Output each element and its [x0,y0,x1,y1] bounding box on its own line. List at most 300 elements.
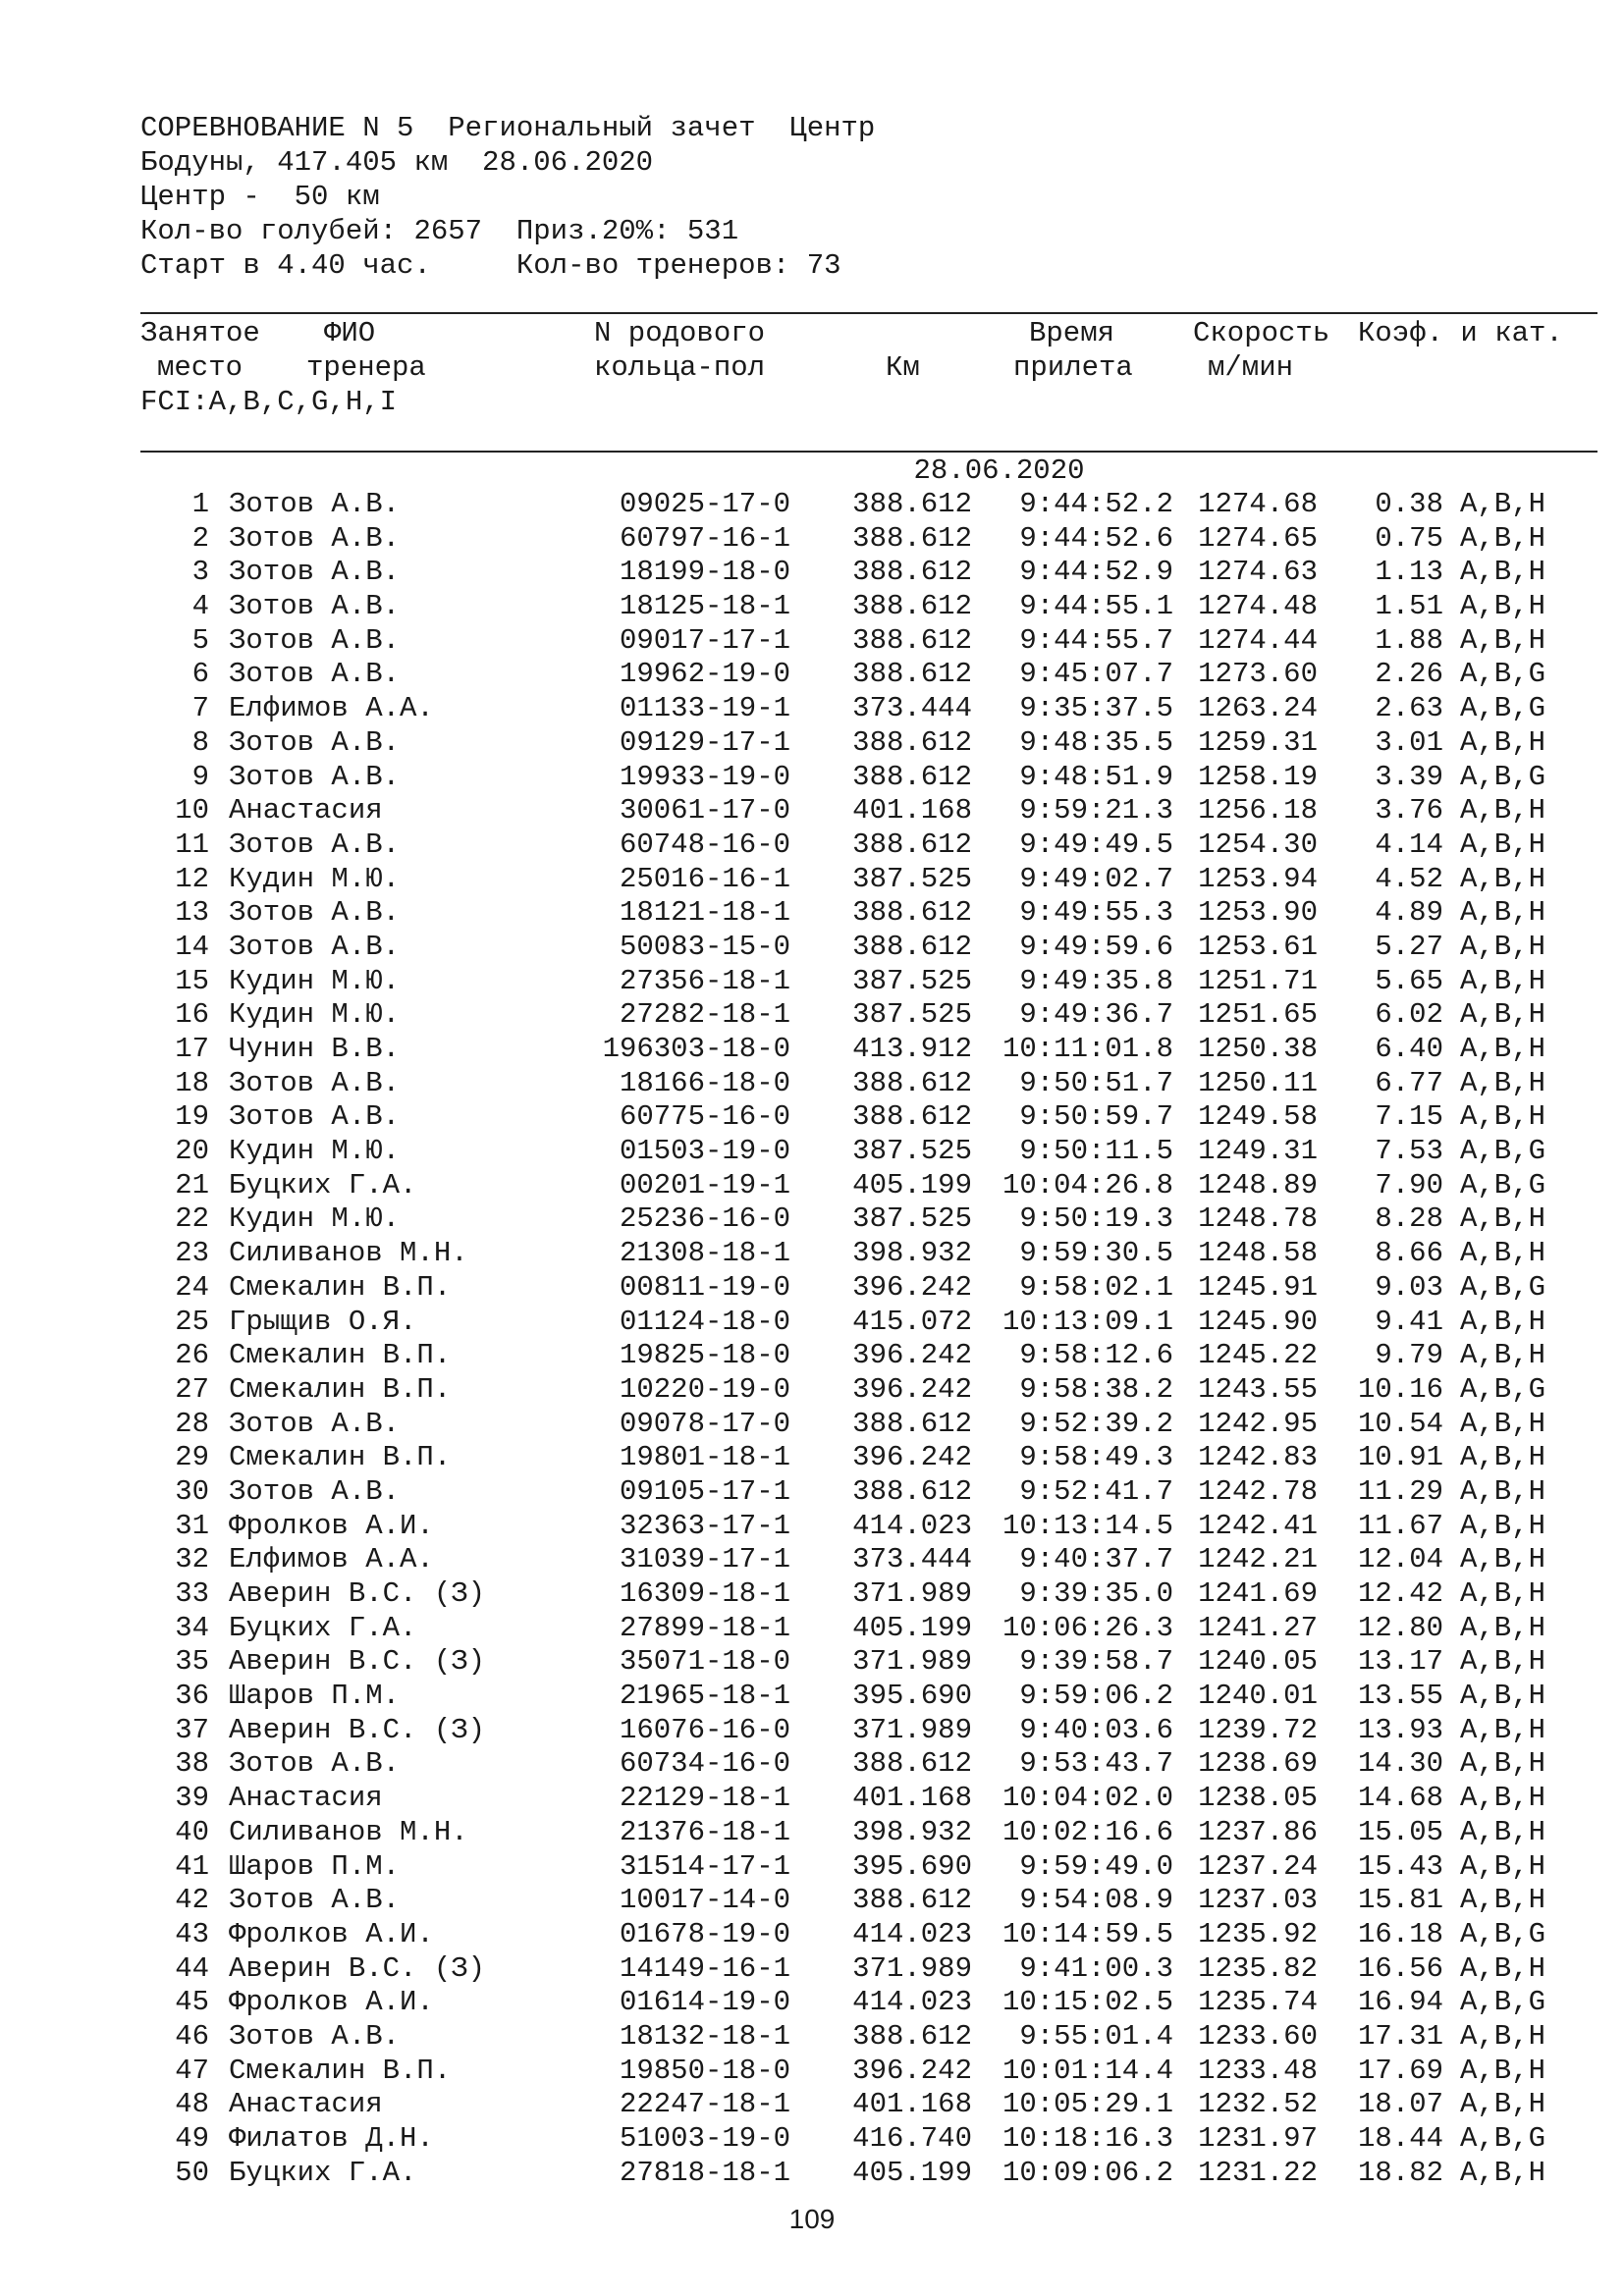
cell-cat: A,B,H [1460,1441,1546,1474]
cell-name: Кудин М.Ю. [229,964,401,997]
cell-ring: 09129-17-1 [619,725,790,759]
cell-speed: 1242.41 [1198,1509,1318,1542]
cell-name: Зотов А.В. [229,1407,401,1440]
table-row [0,931,1624,965]
cell-km: 388.612 [852,760,972,793]
cell-coef: 17.31 [1357,2019,1443,2053]
cell-time: 9:39:35.0 [1019,1577,1173,1610]
cell-ring: 19801-18-1 [619,1441,790,1474]
cell-ring: 00811-19-0 [619,1270,790,1304]
cell-km: 388.612 [852,1407,972,1440]
cell-cat: A,B,H [1460,488,1546,520]
cell-speed: 1242.95 [1198,1407,1318,1440]
cell-place: 28 [175,1407,209,1440]
cell-cat: A,B,H [1460,556,1546,589]
cell-km: 371.989 [852,1713,972,1746]
cell-speed: 1249.31 [1198,1135,1318,1168]
cell-name: Зотов А.В. [229,896,401,930]
cell-km: 373.444 [852,692,972,725]
results-table [0,488,1624,2190]
cell-place: 39 [175,1782,209,1815]
cell-coef: 3.39 [1375,760,1443,793]
cell-cat: A,B,H [1460,1407,1546,1440]
cell-coef: 4.14 [1375,828,1443,861]
cell-name: Шаров П.М. [229,1849,401,1883]
cell-name: Буцких Г.А. [229,2156,417,2189]
cell-name: Зотов А.В. [229,1474,401,1508]
cell-ring: 18125-18-1 [619,590,790,623]
cell-ring: 30061-17-0 [619,794,790,828]
cell-time: 9:50:19.3 [1019,1202,1173,1236]
cell-km: 414.023 [852,1917,972,1950]
page-number: 109 [788,2204,836,2234]
cell-speed: 1249.58 [1198,1100,1318,1134]
cell-coef: 16.56 [1357,1951,1443,1985]
table-row [0,896,1624,931]
cell-time: 9:35:37.5 [1019,692,1173,725]
table-row [0,522,1624,557]
cell-km: 388.612 [852,930,972,963]
cell-cat: A,B,G [1460,1917,1546,1950]
cell-place: 41 [175,1849,209,1883]
cell-cat: A,B,H [1460,1100,1546,1134]
table-row [0,1714,1624,1748]
cell-speed: 1256.18 [1198,794,1318,828]
cell-place: 27 [175,1372,209,1406]
cell-time: 9:58:38.2 [1019,1372,1173,1406]
cell-speed: 1274.68 [1198,488,1318,520]
cell-cat: A,B,H [1460,2054,1546,2087]
cell-coef: 1.51 [1375,590,1443,623]
cell-time: 9:44:52.9 [1019,556,1173,589]
cell-ring: 60734-16-0 [619,1747,790,1781]
cell-place: 25 [175,1305,209,1338]
cell-time: 9:59:06.2 [1019,1680,1173,1713]
cell-name: Чунин В.В. [229,1033,401,1065]
table-row [0,2055,1624,2089]
cell-name: Зотов А.В. [229,623,401,657]
cell-cat: A,B,G [1460,1986,1546,2019]
cell-km: 401.168 [852,794,972,828]
cell-ring: 09017-17-1 [619,623,790,657]
cell-coef: 9.03 [1375,1270,1443,1304]
bottom-divider [140,451,1597,453]
cell-km: 387.525 [852,862,972,895]
cell-ring: 01133-19-1 [619,692,790,725]
cell-speed: 1240.05 [1198,1645,1318,1679]
cell-cat: A,B,H [1460,1782,1546,1815]
table-row [0,1067,1624,1101]
table-row [0,1169,1624,1203]
cell-cat: A,B,H [1460,1577,1546,1610]
cell-coef: 16.94 [1357,1986,1443,2019]
cell-place: 36 [175,1680,209,1713]
cell-coef: 0.38 [1375,488,1443,520]
cell-time: 9:48:35.5 [1019,725,1173,759]
cell-time: 9:59:21.3 [1019,794,1173,828]
header-fio-1: ФИО [324,317,376,349]
cell-speed: 1235.82 [1198,1951,1318,1985]
cell-time: 9:49:49.5 [1019,828,1173,861]
cell-time: 9:52:39.2 [1019,1407,1173,1440]
cell-time: 9:44:52.6 [1019,521,1173,555]
cell-place: 5 [191,623,209,657]
cell-name: Кудин М.Ю. [229,862,401,895]
cell-speed: 1248.78 [1198,1202,1318,1236]
cell-ring: 19825-18-0 [619,1339,790,1372]
cell-speed: 1253.94 [1198,862,1318,895]
cell-km: 395.690 [852,1849,972,1883]
cell-name: Аверин В.С. (З) [229,1645,486,1679]
cell-time: 9:41:00.3 [1019,1951,1173,1985]
cell-place: 3 [191,556,209,589]
cell-ring: 51003-19-0 [619,2122,790,2155]
cell-coef: 2.26 [1375,658,1443,691]
cell-place: 7 [191,692,209,725]
cell-coef: 13.93 [1357,1713,1443,1746]
cell-time: 9:55:01.4 [1019,2019,1173,2053]
cell-km: 388.612 [852,725,972,759]
cell-ring: 18199-18-0 [619,556,790,589]
cell-coef: 14.30 [1357,1747,1443,1781]
cell-speed: 1242.78 [1198,1474,1318,1508]
table-row [0,1100,1624,1135]
cell-place: 31 [175,1509,209,1542]
cell-place: 23 [175,1237,209,1270]
cell-km: 388.612 [852,1100,972,1134]
cell-km: 388.612 [852,1066,972,1099]
cell-ring: 27818-18-1 [619,2156,790,2189]
table-row [0,692,1624,726]
cell-ring: 01124-18-0 [619,1305,790,1338]
cell-name: Анастасия [229,1782,383,1815]
table-row [0,828,1624,863]
cell-cat: A,B,H [1460,1747,1546,1781]
cell-cat: A,B,H [1460,1713,1546,1746]
cell-place: 37 [175,1713,209,1746]
cell-speed: 1251.71 [1198,964,1318,997]
cell-km: 415.072 [852,1305,972,1338]
cell-coef: 0.75 [1375,521,1443,555]
cell-place: 15 [175,964,209,997]
cell-ring: 60748-16-0 [619,828,790,861]
cell-name: Аверин В.С. (З) [229,1713,486,1746]
cell-coef: 6.40 [1375,1033,1443,1065]
cell-cat: A,B,H [1460,521,1546,555]
cell-name: Смекалин В.П. [229,1372,452,1406]
table-row [0,1441,1624,1475]
cell-cat: A,B,H [1460,794,1546,828]
cell-place: 26 [175,1339,209,1372]
cell-cat: A,B,H [1460,1509,1546,1542]
cell-time: 10:11:01.8 [1001,1033,1173,1065]
cell-cat: A,B,H [1460,1951,1546,1985]
cell-km: 388.612 [852,623,972,657]
cell-speed: 1259.31 [1198,725,1318,759]
cell-ring: 01503-19-0 [619,1135,790,1168]
cell-time: 9:58:49.3 [1019,1441,1173,1474]
cell-place: 49 [175,2122,209,2155]
cell-name: Грыщив О.Я. [229,1305,417,1338]
cell-ring: 00201-19-1 [619,1168,790,1201]
cell-ring: 14149-16-1 [619,1951,790,1985]
cell-name: Фролков А.И. [229,1986,434,2019]
cell-ring: 01678-19-0 [619,1917,790,1950]
cell-place: 13 [175,896,209,930]
cell-coef: 15.81 [1357,1884,1443,1917]
cell-km: 387.525 [852,1202,972,1236]
cell-cat: A,B,G [1460,760,1546,793]
cell-coef: 10.16 [1357,1372,1443,1406]
cell-km: 401.168 [852,2088,972,2121]
cell-cat: A,B,H [1460,1543,1546,1576]
cell-km: 405.199 [852,1168,972,1201]
cell-cat: A,B,H [1460,1645,1546,1679]
cell-name: Кудин М.Ю. [229,998,401,1032]
cell-speed: 1251.65 [1198,998,1318,1032]
cell-time: 10:04:26.8 [1001,1168,1173,1201]
cell-ring: 21376-18-1 [619,1815,790,1848]
cell-time: 10:18:16.3 [1001,2122,1173,2155]
table-row [0,965,1624,999]
header-place-2: место [157,351,244,384]
cell-speed: 1258.19 [1198,760,1318,793]
cell-place: 42 [175,1884,209,1917]
cell-time: 9:49:36.7 [1019,998,1173,1032]
cell-name: Буцких Г.А. [229,1168,417,1201]
cell-cat: A,B,H [1460,896,1546,930]
cell-place: 32 [175,1543,209,1576]
cell-place: 43 [175,1917,209,1950]
cell-time: 9:58:12.6 [1019,1339,1173,1372]
cell-km: 413.912 [852,1033,972,1065]
cell-km: 388.612 [852,556,972,589]
header-fci: FCI:A,B,C,G,H,I [140,386,398,418]
cell-time: 10:05:29.1 [1001,2088,1173,2121]
cell-name: Фролков А.И. [229,1509,434,1542]
cell-coef: 2.63 [1375,692,1443,725]
cell-ring: 32363-17-1 [619,1509,790,1542]
cell-cat: A,B,G [1460,692,1546,725]
cell-place: 17 [175,1033,209,1065]
cell-coef: 13.55 [1357,1680,1443,1713]
cell-speed: 1274.44 [1198,623,1318,657]
cell-place: 6 [191,658,209,691]
cell-coef: 4.52 [1375,862,1443,895]
cell-name: Зотов А.В. [229,556,401,589]
cell-ring: 19933-19-0 [619,760,790,793]
cell-place: 20 [175,1135,209,1168]
cell-speed: 1238.05 [1198,1782,1318,1815]
table-row [0,2020,1624,2055]
cell-speed: 1237.03 [1198,1884,1318,1917]
cell-cat: A,B,H [1460,623,1546,657]
cell-name: Елфимов А.А. [229,692,434,725]
cell-time: 9:39:58.7 [1019,1645,1173,1679]
cell-km: 414.023 [852,1986,972,2019]
cell-cat: A,B,H [1460,998,1546,1032]
header-fio-2: тренера [306,351,426,384]
cell-place: 50 [175,2156,209,2189]
cell-speed: 1237.86 [1198,1815,1318,1848]
cell-place: 45 [175,1986,209,2019]
cell-speed: 1241.27 [1198,1611,1318,1644]
cell-cat: A,B,H [1460,862,1546,895]
cell-time: 9:54:08.9 [1019,1884,1173,1917]
cell-name: Зотов А.В. [229,488,401,520]
cell-ring: 60775-16-0 [619,1100,790,1134]
cell-speed: 1243.55 [1198,1372,1318,1406]
cell-speed: 1274.65 [1198,521,1318,555]
header-coef: Коэф. и кат. [1358,317,1563,349]
cell-name: Зотов А.В. [229,1100,401,1134]
cell-coef: 18.82 [1357,2156,1443,2189]
cell-place: 33 [175,1577,209,1610]
cell-km: 388.612 [852,590,972,623]
header-ring-2: кольца-пол [594,351,766,384]
cell-name: Шаров П.М. [229,1680,401,1713]
cell-coef: 9.41 [1375,1305,1443,1338]
cell-cat: A,B,G [1460,2122,1546,2155]
cell-coef: 10.54 [1357,1407,1443,1440]
cell-speed: 1248.89 [1198,1168,1318,1201]
cell-place: 9 [191,760,209,793]
cell-speed: 1240.01 [1198,1680,1318,1713]
cell-ring: 21308-18-1 [619,1237,790,1270]
cell-place: 30 [175,1474,209,1508]
header-km: Км [886,351,920,384]
date-label: 28.06.2020 [913,454,1085,487]
cell-km: 388.612 [852,658,972,691]
cell-coef: 1.88 [1375,623,1443,657]
cell-speed: 1237.24 [1198,1849,1318,1883]
cell-coef: 3.01 [1375,725,1443,759]
cell-name: Фролков А.И. [229,1917,434,1950]
cell-speed: 1263.24 [1198,692,1318,725]
header-speed-2: м/мин [1208,351,1294,384]
cell-place: 8 [191,725,209,759]
cell-km: 371.989 [852,1577,972,1610]
cell-km: 388.612 [852,488,972,520]
table-row [0,761,1624,795]
cell-km: 388.612 [852,828,972,861]
cell-speed: 1233.60 [1198,2019,1318,2053]
cell-km: 401.168 [852,1782,972,1815]
competition-title: СОРЕВНОВАНИЕ N 5 Региональный зачет Центр [140,112,876,144]
release-point-line: Бодуны, 417.405 км 28.06.2020 [140,146,654,179]
cell-km: 388.612 [852,1747,972,1781]
cell-speed: 1232.52 [1198,2088,1318,2121]
cell-cat: A,B,H [1460,1305,1546,1338]
cell-coef: 10.91 [1357,1441,1443,1474]
cell-speed: 1250.38 [1198,1033,1318,1065]
table-row [0,1850,1624,1885]
cell-time: 10:09:06.2 [1001,2156,1173,2189]
cell-coef: 6.77 [1375,1066,1443,1099]
cell-ring: 09105-17-1 [619,1474,790,1508]
cell-name: Зотов А.В. [229,521,401,555]
cell-ring: 35071-18-0 [619,1645,790,1679]
cell-time: 9:44:55.7 [1019,623,1173,657]
table-row [0,998,1624,1033]
cell-time: 9:50:51.7 [1019,1066,1173,1099]
pigeon-count-line: Кол-во голубей: 2657 Приз.20%: 531 [140,215,739,247]
cell-cat: A,B,G [1460,1372,1546,1406]
cell-coef: 17.69 [1357,2054,1443,2087]
cell-coef: 18.44 [1357,2122,1443,2155]
cell-km: 398.932 [852,1237,972,1270]
cell-place: 4 [191,590,209,623]
cell-place: 40 [175,1815,209,1848]
cell-speed: 1242.83 [1198,1441,1318,1474]
cell-coef: 12.80 [1357,1611,1443,1644]
cell-place: 38 [175,1747,209,1781]
cell-km: 414.023 [852,1509,972,1542]
cell-km: 388.612 [852,1884,972,1917]
cell-km: 388.612 [852,2019,972,2053]
cell-place: 18 [175,1066,209,1099]
cell-name: Зотов А.В. [229,760,401,793]
cell-cat: A,B,H [1460,725,1546,759]
table-row [0,794,1624,828]
cell-place: 22 [175,1202,209,1236]
cell-time: 10:13:09.1 [1001,1305,1173,1338]
cell-km: 387.525 [852,1135,972,1168]
cell-ring: 16309-18-1 [619,1577,790,1610]
cell-time: 9:53:43.7 [1019,1747,1173,1781]
cell-cat: A,B,H [1460,2088,1546,2121]
cell-speed: 1241.69 [1198,1577,1318,1610]
cell-coef: 12.42 [1357,1577,1443,1610]
cell-cat: A,B,H [1460,590,1546,623]
cell-coef: 7.15 [1375,1100,1443,1134]
cell-time: 9:52:41.7 [1019,1474,1173,1508]
cell-km: 388.612 [852,1474,972,1508]
cell-place: 12 [175,862,209,895]
cell-cat: A,B,H [1460,1849,1546,1883]
cell-place: 19 [175,1100,209,1134]
cell-name: Зотов А.В. [229,1066,401,1099]
cell-name: Кудин М.Ю. [229,1202,401,1236]
cell-place: 16 [175,998,209,1032]
cell-time: 9:45:07.7 [1019,658,1173,691]
cell-coef: 3.76 [1375,794,1443,828]
cell-km: 396.242 [852,1339,972,1372]
cell-cat: A,B,H [1460,1815,1546,1848]
cell-name: Зотов А.В. [229,1884,401,1917]
table-row [0,1543,1624,1577]
cell-cat: A,B,H [1460,1066,1546,1099]
cell-time: 10:14:59.5 [1001,1917,1173,1950]
cell-ring: 01614-19-0 [619,1986,790,2019]
cell-km: 373.444 [852,1543,972,1576]
table-row [0,1816,1624,1850]
cell-coef: 5.65 [1375,964,1443,997]
cell-coef: 7.53 [1375,1135,1443,1168]
cell-speed: 1235.92 [1198,1917,1318,1950]
cell-ring: 21965-18-1 [619,1680,790,1713]
cell-speed: 1235.74 [1198,1986,1318,2019]
table-row [0,624,1624,659]
cell-ring: 22129-18-1 [619,1782,790,1815]
cell-name: Кудин М.Ю. [229,1135,401,1168]
cell-speed: 1274.63 [1198,556,1318,589]
cell-time: 9:49:02.7 [1019,862,1173,895]
cell-ring: 60797-16-1 [619,521,790,555]
table-row [0,556,1624,590]
cell-speed: 1231.22 [1198,2156,1318,2189]
cell-name: Силиванов М.Н. [229,1237,468,1270]
